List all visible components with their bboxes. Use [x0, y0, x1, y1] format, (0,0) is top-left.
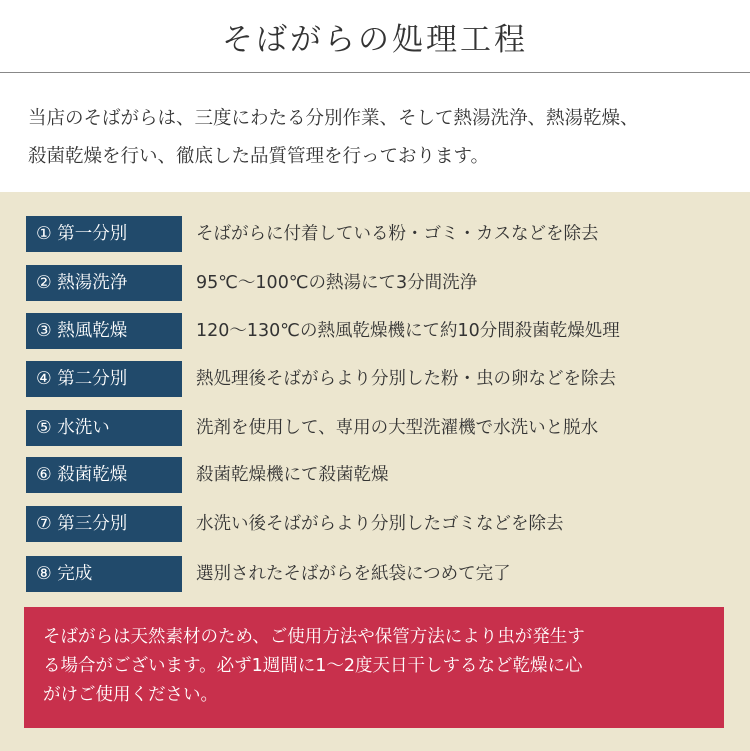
process-step: [26, 361, 726, 397]
notice-line: そばがらは天然素材のため、ご使用方法や保管方法により虫が発生す: [43, 627, 585, 647]
step-label: ⑦ 第三分別: [26, 506, 182, 542]
step-description: 水洗い後そばがらより分別したゴミなどを除去: [196, 514, 564, 534]
step-description: 洗剤を使用して、専用の大型洗濯機で水洗いと脱水: [196, 418, 599, 438]
step-label: ① 第一分別: [26, 216, 182, 252]
step-description: 熱処理後そばがらより分別した粉・虫の卵などを除去: [196, 369, 616, 389]
intro-line: 当店のそばがらは、三度にわたる分別作業、そして熱湯洗浄、熱湯乾燥、: [28, 108, 639, 129]
step-label: ⑤ 水洗い: [26, 410, 182, 446]
step-description: 選別されたそばがらを紙袋につめて完了: [196, 564, 511, 584]
step-description: 殺菌乾燥機にて殺菌乾燥: [196, 465, 389, 485]
title-divider: [0, 72, 750, 73]
step-description: 95℃～100℃の熱湯にて3分間洗浄: [196, 273, 478, 293]
notice-line: る場合がございます。必ず1週間に1～2度天日干しするなど乾燥に心: [43, 656, 583, 676]
step-label: ③ 熱風乾燥: [26, 313, 182, 349]
process-step: [26, 556, 726, 592]
process-step: [26, 313, 726, 349]
step-description: 120～130℃の熱風乾燥機にて約10分間殺菌乾燥処理: [196, 321, 620, 341]
process-step: [26, 216, 726, 252]
step-label: ② 熱湯洗浄: [26, 265, 182, 301]
warning-notice: [24, 607, 724, 728]
process-step: [26, 410, 726, 446]
intro-line: 殺菌乾燥を行い、徹底した品質管理を行っております。: [28, 146, 490, 167]
intro-text: [28, 100, 728, 176]
page-title: そばがらの処理工程: [222, 21, 528, 58]
process-step: [26, 506, 726, 542]
process-step: [26, 265, 726, 301]
notice-line: がけご使用ください。: [43, 685, 218, 705]
step-label: ④ 第二分別: [26, 361, 182, 397]
process-step: [26, 457, 726, 493]
step-label: ⑧ 完成: [26, 556, 182, 592]
step-label: ⑥ 殺菌乾燥: [26, 457, 182, 493]
step-description: そばがらに付着している粉・ゴミ・カスなどを除去: [196, 224, 599, 244]
